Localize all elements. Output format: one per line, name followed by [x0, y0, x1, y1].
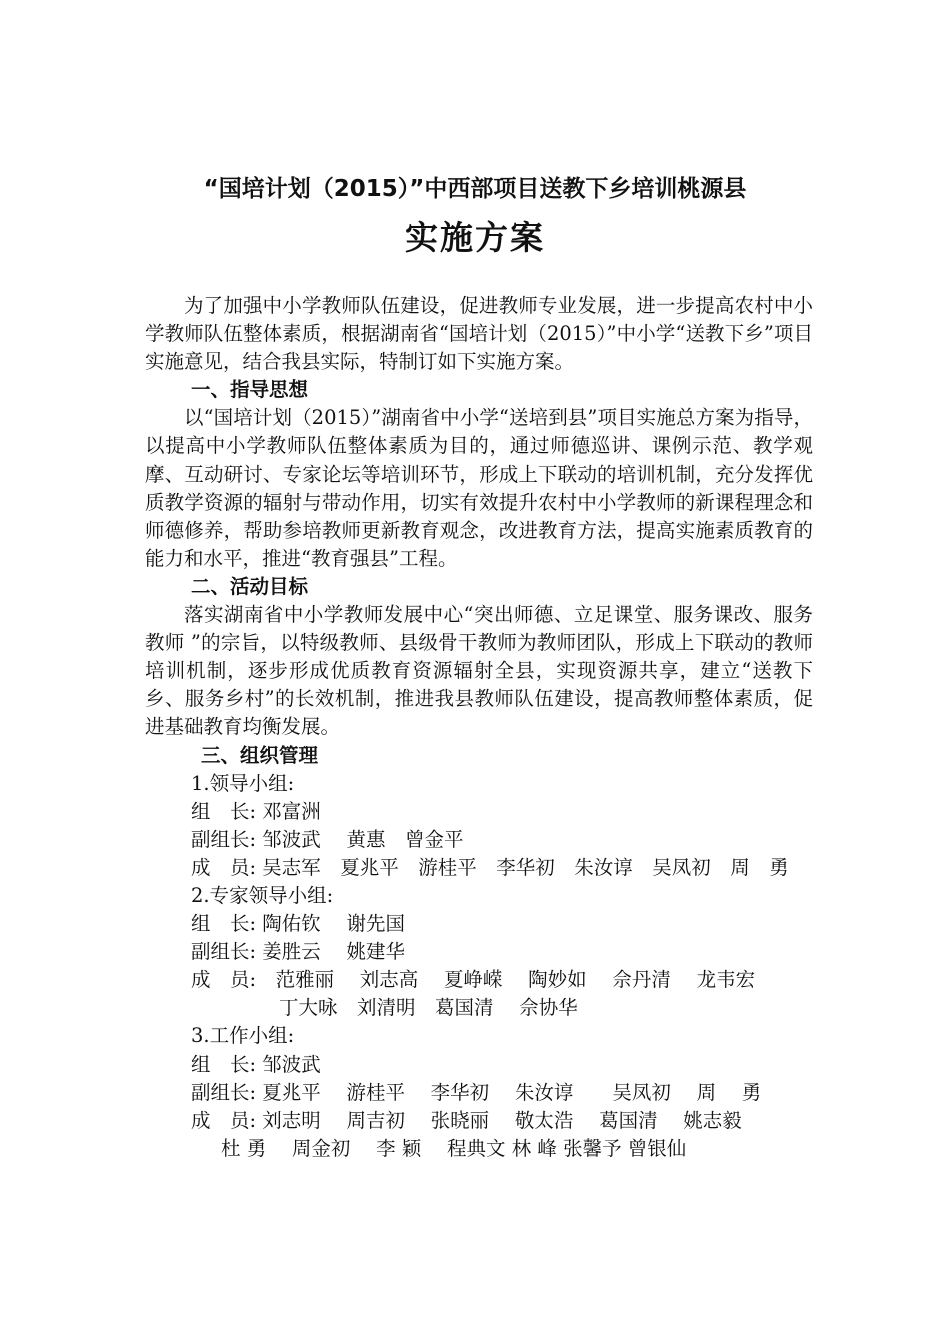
- group-leader-working: 组 长: 邹波武: [191, 1052, 321, 1076]
- section-heading-guiding-ideology: 一、指导思想: [191, 378, 309, 402]
- section-heading-organization: 三、组织管理: [201, 743, 319, 767]
- document-subtitle: 实施方案: [405, 218, 545, 257]
- group-deputy-working: 副组长: 夏兆平 游桂平 李华初 朱汝谆 吴凤初 周 勇: [191, 1080, 762, 1104]
- section-text-activity-goals: 落实湖南省中小学教师发展中心“突出师德、立足课堂、服务课改、服务教师 ”的宗旨，以特级教师、县级骨干教师为教师团队，形成上下联动的教师培训机制，逐步形成优质教育资源辐射全县，实现资源共享，建立“送教下乡、服务乡村”的长效机制，推进我县教师队伍建设，提高教师整体素质，促进基础教育均衡发展。: [145, 603, 813, 739]
- group-members-expert-continued: 丁大咏 刘清明 葛国清 佘协华: [279, 996, 578, 1020]
- group-title-expert: 2.专家领导小组:: [191, 883, 334, 907]
- section-text-guiding-ideology: 以“国培计划（2015）”湖南省中小学“送培到县”项目实施总方案为指导，以提高中小学教师队伍整体素质为目的，通过师德巡讲、课例示范、教学观摩、互动研讨、专家论坛等培训环节，形成上下联动的培训机制，充分发挥优质教学资源的辐射与带动作用，切实有效提升农村中小学教师的新课程理念和师德修养，帮助参培教师更新教育观念，改进教育方法，提高实施素质教育的能力和水平，推进“教育强县”工程。: [145, 406, 813, 570]
- group-members-working-continued: 杜 勇 周金初 李 颖 程典文 林 峰 张馨予 曾银仙: [221, 1136, 687, 1160]
- intro-paragraph: 为了加强中小学教师队伍建设，促进教师专业发展，进一步提高农村中小学教师队伍整体素质，根据湖南省“国培计划（2015）”中小学“送教下乡”项目实施意见，结合我县实际，特制订如下实施方案。: [145, 294, 813, 374]
- document-title: “国培计划（2015）”中西部项目送教下乡培训桃源县: [203, 176, 747, 202]
- section-heading-activity-goals: 二、活动目标: [191, 574, 309, 598]
- group-members-expert: 成 员: 范雅丽 刘志高 夏峥嵘 陶妙如 佘丹清 龙韦宏: [191, 968, 756, 992]
- group-members-working: 成 员: 刘志明 周吉初 张晓丽 敬太浩 葛国清 姚志毅: [191, 1108, 742, 1132]
- group-title-working: 3.工作小组:: [191, 1024, 295, 1048]
- group-deputy-expert: 副组长: 姜胜云 姚建华: [191, 940, 405, 964]
- group-title-leadership: 1.领导小组:: [191, 771, 295, 795]
- group-leader-expert: 组 长: 陶佑钦 谢先国: [191, 912, 405, 936]
- group-deputy-leadership: 副组长: 邹波武 黄惠 曾金平: [191, 827, 464, 851]
- group-members-leadership: 成 员: 吴志军 夏兆平 游桂平 李华初 朱汝谆 吴凤初 周 勇: [191, 855, 789, 879]
- document-body: [145, 292, 813, 1163]
- group-leader-leadership: 组 长: 邓富洲: [191, 799, 321, 823]
